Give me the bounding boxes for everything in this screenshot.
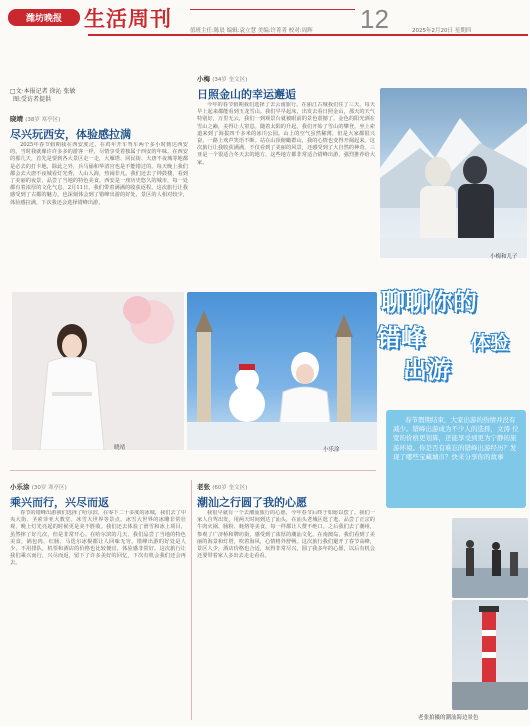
section-title: 生活周刊 <box>84 6 172 31</box>
article1-byline <box>10 114 60 123</box>
photo-c-caption: 小乐涂 <box>323 447 340 453</box>
feature-title-line2a: 错峰 <box>377 324 425 352</box>
article4-byline <box>197 482 247 491</box>
article3-author-note: (30岁 寒亭区) <box>31 485 67 491</box>
article3-body: 春节的错峰出游我们选择了哈尔滨，在零下二十多度的冰城，我们去了中央大街、圣索菲亚大教堂、冰雪大世界等景点。冰雪大世界的冰雕非常壮观，晚上灯光亮起的时候更是美不胜收。我们还去体验了滑雪和冰上项目，虽然摔了好几次，但是非常开心。在哈尔滨的几天，我们品尝了当地的特色美食，锅包肉、红肠、马迭尔冰棍都让人回味无穷。错峰出游的好处是人少，不用排队，机票和酒店的价格也比较便宜，体验感非常好。这次旅行让我们乘兴而行，兴尽而返，留下了许多美好的回忆，下次有机会我们还会再去。 <box>10 510 186 567</box>
section-divider <box>10 470 376 471</box>
photo-seaside-people <box>452 518 528 598</box>
reporter-credit: □文·本报记者 徐沁 张敏 <box>10 88 76 95</box>
photo-b-caption: 晓靖 <box>114 445 126 451</box>
article1-author: 晓靖 <box>10 115 23 123</box>
photo-lighthouse <box>452 600 528 710</box>
feature-title-line3: 出游 <box>403 356 451 384</box>
photo-lighthouse-drawing <box>452 600 528 710</box>
editor-credits: 值班主任:陈晨 编辑:袁立慧 美编:许菁菁 校对:周辉 <box>190 28 313 34</box>
article4-headline: 潮汕之行圆了我的心愿 <box>197 496 307 509</box>
photo-woman-white-coat <box>12 292 184 450</box>
article2-byline <box>197 74 247 83</box>
photo-seaside-people-drawing <box>452 518 528 598</box>
article3-headline: 乘兴而行，兴尽而返 <box>10 496 109 509</box>
feature-title-line1: 聊聊你的 <box>381 288 477 316</box>
article1-author-note: (38岁 寒亭区) <box>25 117 61 123</box>
article4-author: 老张 <box>197 483 210 491</box>
newspaper-logo: 潍坊晚报 <box>8 9 80 26</box>
photo-a-caption: 小梅和儿子 <box>490 254 518 260</box>
photo-woman-white-coat-drawing <box>12 292 184 450</box>
article2-author-note: (34岁 奎文区) <box>212 77 248 83</box>
article3-byline <box>10 482 67 491</box>
photo-snowman-towers <box>187 292 377 450</box>
feature-call-to-action: 春节假期结束，大家出游的热情并没有减少。错峰出游成为不少人的选择，文涛 位宽的价格更划算，还能享受到更为宁静的旅游环境。你是否有难忘的错峰出游经历？发现了哪些宝藏城市？快来分享你的故事 <box>386 410 526 508</box>
article1-body: 2025年春节假期我在西安度过。在鸡年开车驾车两个多小时到达西安的，当时我就像许许多多的游客一样，尽情享受着独属于西安的年味。在西安的那几天，首先是要到各大景区走一走，大雁塔、回民街、大唐不夜城等地都是必去的打卡地，除此之外，兵马俑和华清宫也是不能错过的。每天晚上我们都会去大唐不夜城看灯光秀，人山人海，热闹非凡。我们还去了钟鼓楼，看到了美丽的夜景，品尝了当地的特色美食。西安是一座历史悠久的城市，每一处都有着浓厚的文化气息。2月11日，我们带着满满的收获返程。这次旅行让我感受到了古都的魅力，也深刻体会到了错峰出游的好处，景区的人相对较少，体验感拉满，下次我还会选择错峰出游。 <box>10 142 188 206</box>
column-divider <box>191 480 192 720</box>
photo-snowman-towers-drawing <box>187 292 377 450</box>
photo-couple-snow-drawing <box>380 88 527 258</box>
photo-couple-snow <box>380 88 527 258</box>
article4-body: 我很早就有一个去潮汕旅行的心愿，今年春节后终于如愿以偿了。我们一家人自驾出发，用两天时间到达了汕头，在汕头老城区逛了逛，品尝了正宗的牛肉火锅、肠粉、蚝烙等美食，每一样都让人赞不绝口。之后我们去了潮州，参观了广济桥和牌坊街，感受到了浓厚的潮汕文化。在南澳岛，我们看到了美丽的海景和灯塔，吹着海风，心情格外舒畅。这次旅行我们避开了春节高峰，景区人少，酒店价格也合适，玩得非常尽兴，圆了我多年的心愿，以后有机会还要带着家人多出去走走看看。 <box>197 510 375 560</box>
masthead-top-rule <box>190 9 355 10</box>
article2-headline: 日照金山的幸运邂逅 <box>197 88 296 101</box>
article2-author: 小梅 <box>197 75 210 83</box>
article2-body: 今年的春节假期我们选择了去云南旅行。在丽江古城我们住了三天，每天早上起来都能看到玉龙雪山。我们早早起床，出发去看日照金山，那天的天气特别好，万里无云，我们一到观景台就被眼前的景色震撼了，金色的阳光洒在雪山之巅，美得让人窒息。随着太阳的升起，我们开始了雪山的攀登，坐上索道来到了海拔四千多米的冰川公园。山上的空气虽然稀薄，但是大家都很兴奋，一路上欢声笑语不断。站在山顶俯瞰群山，我的心情也变得开阔起来。这次旅行让我收获满满，不仅看到了美丽的风景，还感受到了大自然的神奇。三亚是一个很适合冬天去的地方，这些地方都非常适合错峰出游，强烈推荐给大家。 <box>197 102 375 166</box>
masthead-rule <box>88 34 528 36</box>
feature-title <box>377 282 527 400</box>
feature-title-line2b: 体验 <box>471 332 510 354</box>
article4-author-note: (60岁 奎文区) <box>212 485 248 491</box>
article1-headline: 尽兴玩西安，体验感拉满 <box>10 128 131 141</box>
photo-credit: 图:受访者提供 <box>13 96 52 103</box>
article3-author: 小乐涂 <box>10 483 30 491</box>
photo-d-caption: 老张拍摄的潮汕海边景色 <box>418 715 479 721</box>
issue-date: 2025年2月20日 星期四 <box>412 28 472 34</box>
page-number: 12 <box>360 4 389 34</box>
